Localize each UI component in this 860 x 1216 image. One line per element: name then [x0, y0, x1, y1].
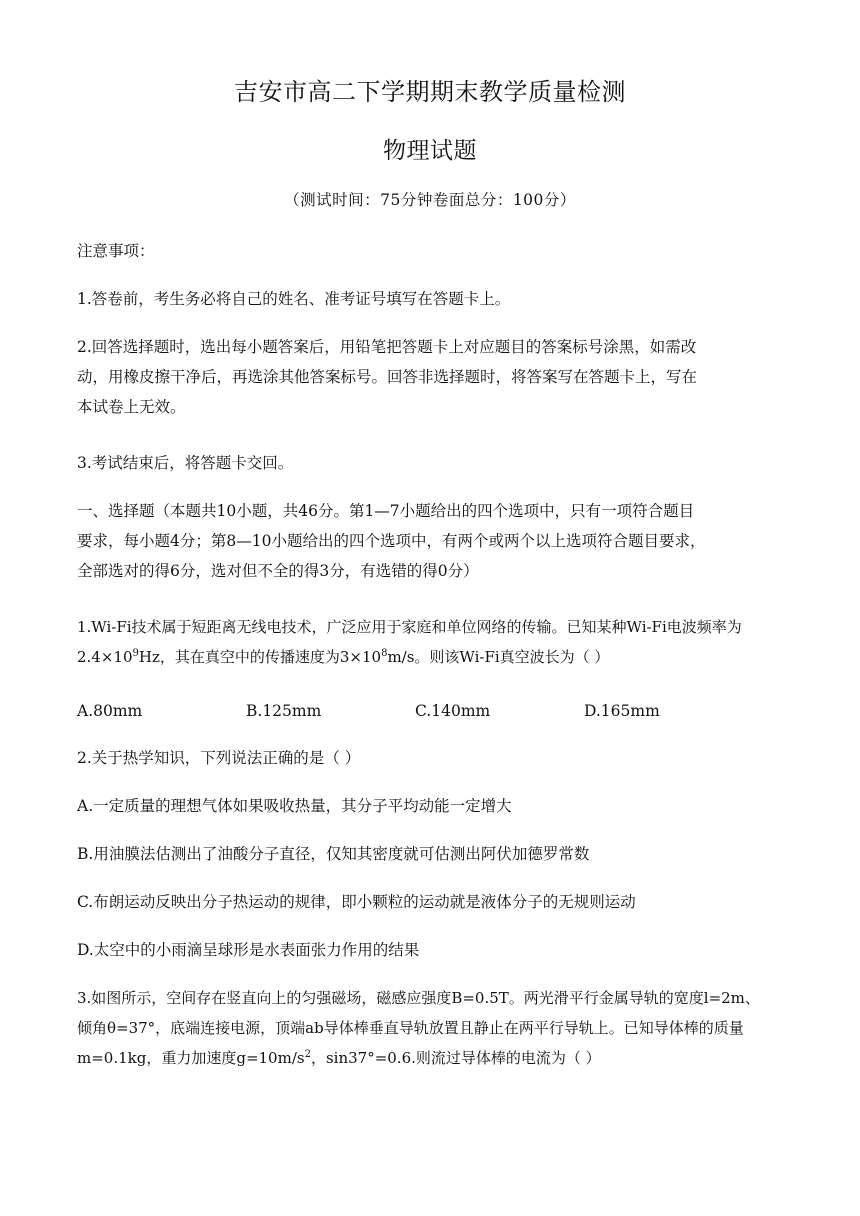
question-1-stem — [77, 612, 783, 672]
notice-heading: 注意事项： — [77, 242, 155, 260]
exam-title: 吉安市高二下学期期末教学质量检测 — [234, 78, 626, 106]
question-3-line: 3.如图所示，空间存在竖直向上的匀强磁场，磁感应强度B=0.5T。两光滑平行金属导轨的宽度l=2m、 — [77, 989, 760, 1007]
notice-item-2 — [77, 332, 783, 422]
section-1-line: 一、选择题（本题共10小题，共46分。第1—7小题给出的四个选项中，只有一项符合题目 — [77, 502, 695, 520]
q1-speed-text: Hz，其在真空中的传播速度为3×10 — [138, 648, 382, 666]
question-1-line-2 — [77, 642, 783, 672]
notice-item-2-line: 2.回答选择题时，选出每小题答案后，用铅笔把答题卡上对应题目的答案标号涂黑，如需改 — [77, 338, 697, 356]
question-3-stem — [77, 983, 783, 1073]
q1-option-a: A.80mm — [77, 702, 143, 720]
exam-subtitle: 物理试题 — [383, 138, 477, 164]
question-3-line-3 — [77, 1043, 783, 1073]
q2-option-d: D.太空中的小雨滴呈球形是水表面张力作用的结果 — [77, 941, 420, 959]
notice-item-3: 3.考试结束后，将答题卡交回。 — [77, 454, 294, 472]
q2-option-b: B.用油膜法估测出了油酸分子直径，仅知其密度就可估测出阿伏加德罗常数 — [77, 845, 590, 863]
q1-frequency-exponent: 9 — [132, 648, 139, 659]
question-2-stem: 2.关于热学知识，下列说法正确的是（ ） — [77, 749, 361, 767]
q2-option-c: C.布朗运动反映出分子热运动的规律，即小颗粒的运动就是液体分子的无规则运动 — [77, 893, 636, 911]
section-1-line: 全部选对的得6分，选对但不全的得3分，有选错的得0分） — [77, 562, 479, 580]
q1-option-c: C.140mm — [415, 702, 491, 720]
q1-option-d: D.165mm — [584, 702, 660, 720]
exam-info: （测试时间：75分钟卷面总分：100分） — [284, 191, 576, 209]
notice-item-2-line: 动，用橡皮擦干净后，再选涂其他答案标号。回答非选择题时，将答案写在答题卡上，写在 — [77, 368, 698, 386]
section-1-instructions — [77, 496, 783, 586]
q2-option-a: A.一定质量的理想气体如果吸收热量，其分子平均动能一定增大 — [77, 797, 512, 815]
notice-item-1: 1.答卷前，考生务必将自己的姓名、准考证号填写在答题卡上。 — [77, 290, 511, 308]
q1-option-b: B.125mm — [246, 702, 322, 720]
q1-frequency-base: 2.4×10 — [77, 648, 133, 666]
question-1-options — [77, 696, 783, 726]
q1-question-text: m/s。则该Wi-Fi真空波长为（ ） — [387, 648, 610, 666]
q3-gravity-text: m=0.1kg，重力加速度g=10m/s — [77, 1049, 305, 1067]
notice-item-2-line: 本试卷上无效。 — [77, 398, 186, 416]
q3-question-text: ，sin37°=0.6.则流过导体棒的电流为（ ） — [310, 1049, 601, 1067]
question-1-line: 1.Wi-Fi技术属于短距离无线电技术，广泛应用于家庭和单位网络的传输。已知某种Wi-Fi电波频率为 — [77, 618, 742, 636]
section-1-line: 要求，每小题4分；第8—10小题给出的四个选项中，有两个或两个以上选项符合题目要求， — [77, 532, 706, 550]
q1-speed-exponent: 8 — [381, 648, 388, 659]
q3-gravity-exponent: 2 — [304, 1049, 311, 1060]
question-3-line: 倾角θ=37°，底端连接电源，顶端ab导体棒垂直导轨放置且静止在两平行导轨上。已知导体棒的质量 — [77, 1019, 744, 1037]
